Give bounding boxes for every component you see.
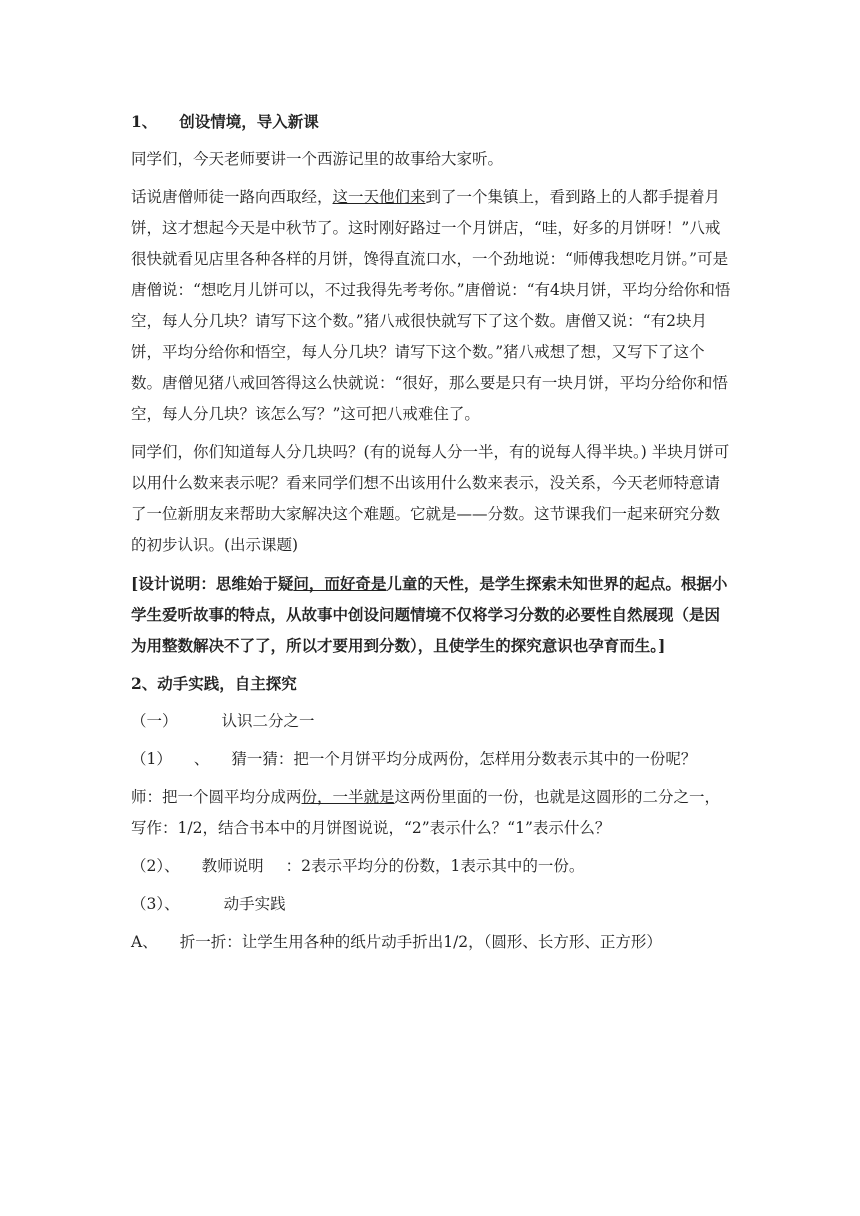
item-text: 折一折：让学生用各种的纸片动手折出1/2，（圆形、长方形、正方形） bbox=[179, 933, 662, 951]
item-number: （2）、 bbox=[131, 857, 180, 875]
subsection-title: 认识二分之一 bbox=[221, 712, 315, 730]
item-number: （1） bbox=[131, 750, 172, 768]
paragraph-question: 同学们，你们知道每人分几块吗？(有的说每人分一半，有的说每人得半块。) 半块月饼可以用什么数来表示呢？看来同学们想不出该用什么数来表示，没关系，今天老师特意请了一位新朋友来帮助大家解决这个难题。它就是——分数。这节课我们一起来研究分数的初步认识。(出示课题) bbox=[131, 443, 730, 554]
subsection-number: （一） bbox=[131, 712, 178, 730]
item-guess bbox=[131, 744, 731, 775]
item-label: 教师说明 bbox=[201, 857, 264, 875]
paragraph-intro: 同学们，今天老师要讲一个西游记里的故事给大家听。 bbox=[131, 150, 504, 168]
note-underlined-text: 问，而好奇是 bbox=[293, 574, 387, 593]
note-text-start: [设计说明：思维始于疑 bbox=[131, 574, 294, 593]
paragraph-story bbox=[131, 182, 731, 430]
item-text: 猜一猜：把一个月饼平均分成两份，怎样用分数表示其中的一份呢？ bbox=[231, 750, 697, 768]
paragraph-teacher bbox=[131, 782, 731, 844]
subsection-1 bbox=[131, 706, 731, 737]
item-separator: 、 bbox=[193, 750, 210, 768]
item-explain bbox=[131, 851, 731, 882]
section-number: 1、 bbox=[131, 112, 158, 131]
note-text-rest: 儿童的天性，是学生探索未知世界的起点。根据小学生爱听故事的特点，从故事中创设问题情境不仅将学习分数的必要性自然展现（是因为用整数解决不了了，所以才要用到分数），且使学生的探究意识也孕育而生。] bbox=[131, 574, 728, 655]
teacher-text-rest: 这两份里面的一份，也就是这圆形的二分之一，写作：1/2，结合书本中的月饼图说说，“2”表示什么？“1”表示什么？ bbox=[131, 788, 721, 837]
teacher-underlined-text: 份，一半就是 bbox=[301, 788, 395, 806]
item-number: A、 bbox=[131, 933, 158, 951]
item-number: （3）、 bbox=[131, 895, 180, 913]
item-practice bbox=[131, 889, 731, 920]
section-heading-2: 2、动手实践，自主探究 bbox=[131, 674, 297, 693]
section-heading-1 bbox=[131, 106, 731, 137]
story-underlined-text: 这一天他们来 bbox=[332, 188, 426, 206]
item-text: ：2表示平均分的份数，1表示其中的一份。 bbox=[285, 857, 585, 875]
story-text-start: 话说唐僧师徒一路向西取经， bbox=[131, 188, 333, 206]
item-text: 动手实践 bbox=[223, 895, 286, 913]
teacher-text-start: 师：把一个圆平均分成两 bbox=[131, 788, 302, 806]
design-note bbox=[131, 568, 731, 661]
item-fold bbox=[131, 927, 731, 958]
document-body bbox=[131, 106, 731, 965]
section-title: 创设情境，导入新课 bbox=[179, 112, 319, 131]
story-text-rest: 到了一个集镇上，看到路上的人都手提着月饼，这才想起今天是中秋节了。这时刚好路过一个月饼店，“哇，好多的月饼呀！”八戒很快就看见店里各种各样的月饼，馋得直流口水，一个劲地说：“师傅我想吃月饼。”可是唐僧说：“想吃月儿饼可以，不过我得先考考你。”唐僧说：“有4块月饼，平均分给你和悟空，每人分几块？请写下这个数。”猪八戒很快就写下了这个数。唐僧又说：“有2块月饼，平均分给你和悟空，每人分几块？请写下这个数。”猪八戒想了想，又写下了这个数。唐僧见猪八戒回答得这么快就说：“很好，那么要是只有一块月饼，平均分给你和悟空，每人分几块？该怎么写？”这可把八戒难住了。 bbox=[131, 188, 731, 423]
